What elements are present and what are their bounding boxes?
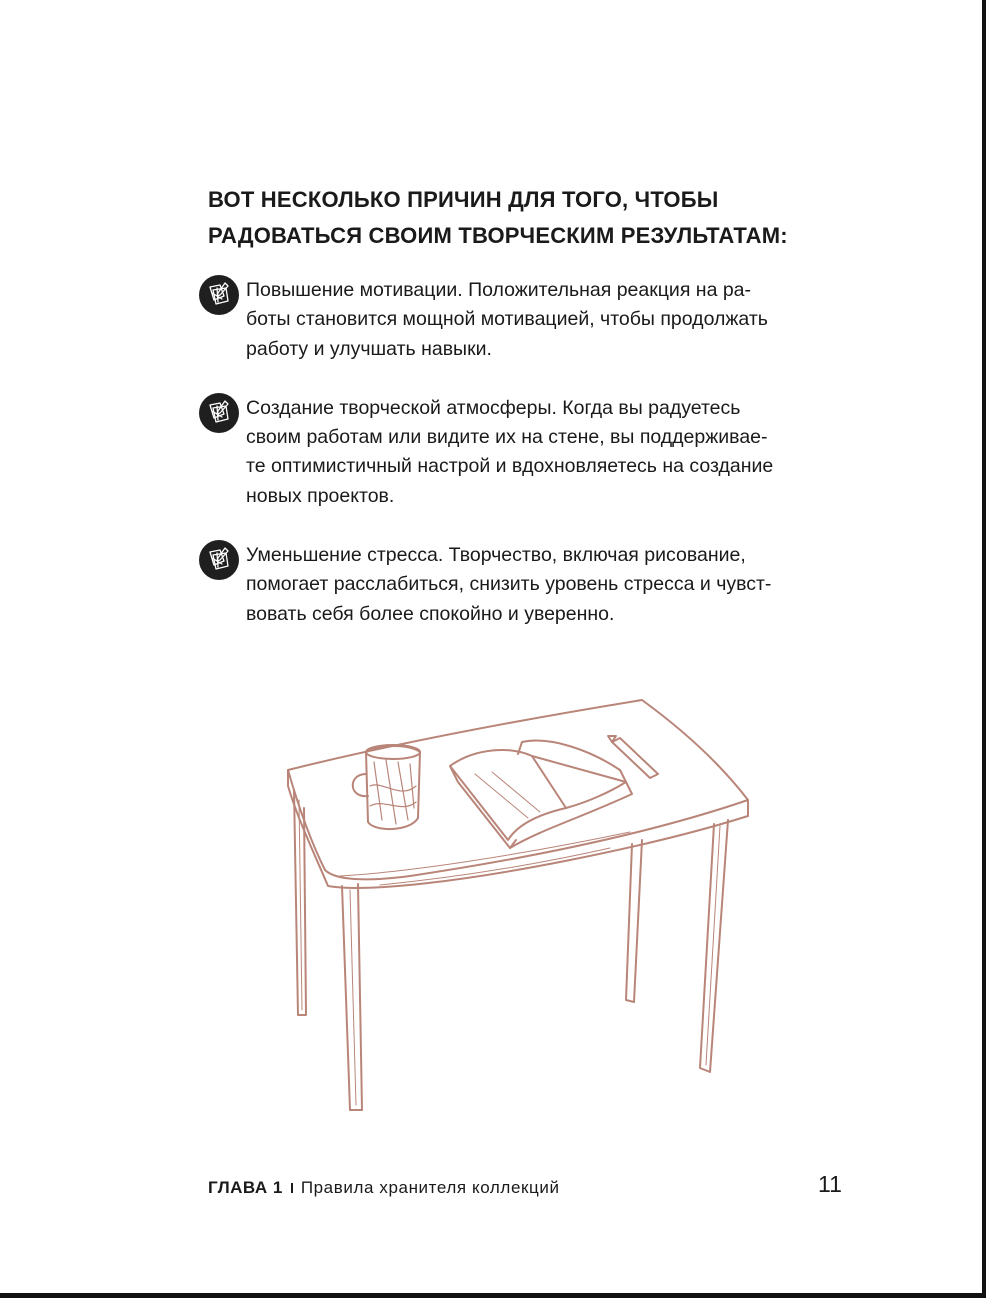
list-item xyxy=(198,394,858,511)
footer-separator xyxy=(291,1183,293,1193)
heading-line-2: РАДОВАТЬСЯ СВОИМ ТВОРЧЕСКИМ РЕЗУЛЬТАТАМ: xyxy=(208,223,788,248)
chapter-title: Правила хранителя коллекций xyxy=(300,1178,560,1197)
pencil-sketch-icon xyxy=(198,392,240,434)
pencil-sketch-icon xyxy=(198,539,240,581)
bullet-3-line-1: Уменьшение стресса. Творчество, включая рисование, xyxy=(246,544,746,567)
bullet-2-line-3: те оптимистичный настрой и вдохновляетесь на создание xyxy=(246,455,774,478)
running-footer xyxy=(208,1177,560,1199)
table-leg-front-right xyxy=(700,820,728,1072)
pen xyxy=(612,738,658,778)
reasons-list xyxy=(198,276,858,659)
list-item xyxy=(198,541,858,629)
chapter-label: ГЛАВА 1 xyxy=(208,1178,283,1197)
table-top xyxy=(288,700,748,879)
list-item xyxy=(198,276,858,364)
bullet-3-line-3: вовать себя более спокойно и уверенно. xyxy=(246,602,615,625)
bullet-1-line-2: боты становится мощной мотивацией, чтобы продолжать xyxy=(246,308,768,331)
page-number: 11 xyxy=(818,1171,842,1197)
table-leg-back-right xyxy=(626,840,642,1002)
bullet-2-line-1: Создание творческой атмосферы. Когда вы радуетесь xyxy=(246,396,741,419)
table-illustration xyxy=(270,690,770,1120)
heading-line-1: ВОТ НЕСКОЛЬКО ПРИЧИН ДЛЯ ТОГО, ЧТОБЫ xyxy=(208,187,719,212)
bullet-1-line-1: Повышение мотивации. Положительная реакция на ра- xyxy=(246,279,752,301)
pencil-sketch-icon xyxy=(198,274,240,316)
bullet-2-line-2: своим работам или видите их на стене, вы поддерживае- xyxy=(246,426,768,449)
bullet-1-line-3: работу и улучшать навыки. xyxy=(246,337,492,360)
bullet-3-line-2: помогает расслабиться, снизить уровень стресса и чувст- xyxy=(246,573,772,596)
section-heading xyxy=(208,182,848,254)
bullet-2-line-4: новых проектов. xyxy=(246,484,395,507)
table-leg-front-left xyxy=(342,884,362,1110)
